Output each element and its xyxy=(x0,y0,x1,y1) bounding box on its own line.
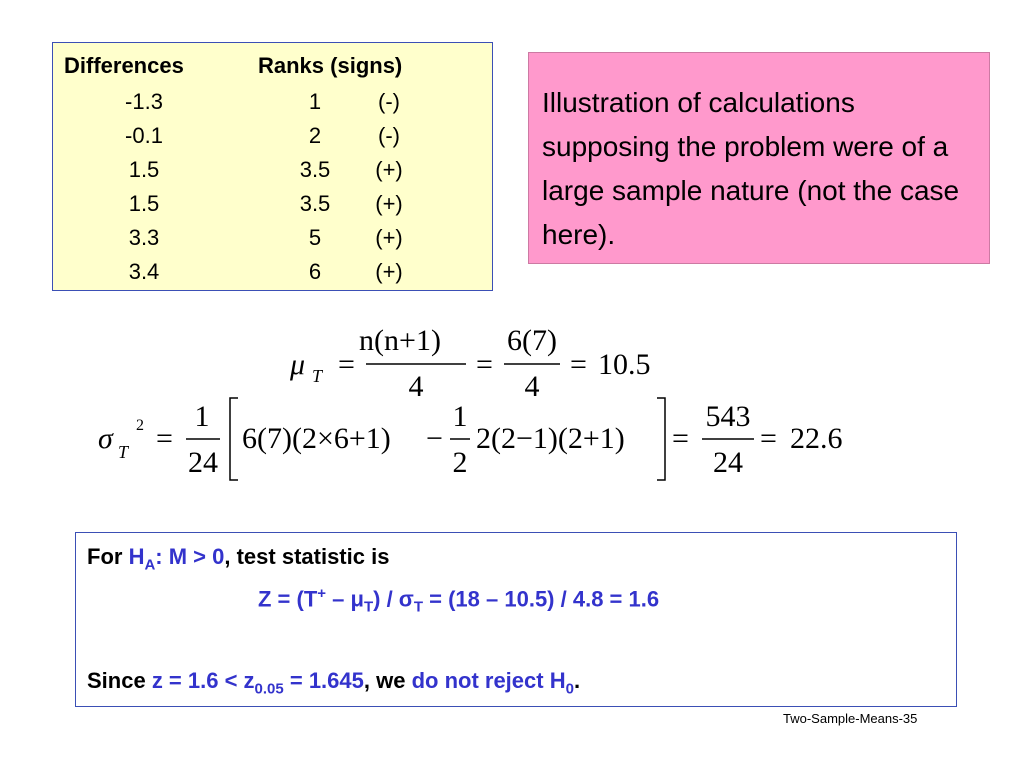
mean-formula xyxy=(280,318,680,402)
second-term: 2(2−1)(2+1) xyxy=(476,422,625,455)
difference-value: -0.1 xyxy=(125,123,163,148)
difference-value: 1.5 xyxy=(128,157,160,182)
fraction-denominator: 2 xyxy=(452,446,468,479)
svg-text:=: = xyxy=(338,348,355,381)
svg-text:=: = xyxy=(672,422,689,455)
fraction-denominator: 24 xyxy=(188,446,218,479)
hypothesis-line xyxy=(87,544,389,573)
fraction-denominator: 4 xyxy=(408,370,424,402)
rank-value: 1 xyxy=(308,89,322,114)
left-bracket xyxy=(230,398,238,480)
rank-value: 5 xyxy=(308,225,322,250)
svg-text:=: = xyxy=(476,348,493,381)
statistic-label: , test statistic is xyxy=(224,544,390,569)
header-ranks: Ranks (signs) xyxy=(258,53,403,78)
alt-hypothesis: $H_A$: M > 0 xyxy=(128,544,225,574)
fraction-denominator: 24 xyxy=(713,446,743,479)
svg-text:=: = xyxy=(760,422,777,455)
sign-value: (+) xyxy=(375,191,403,216)
difference-value: 3.4 xyxy=(128,259,160,284)
right-bracket xyxy=(657,398,665,480)
fraction-numerator: 1 xyxy=(194,400,210,433)
sign-value: (+) xyxy=(375,225,403,250)
z-formula: $Z = (T^+ - \mu_T) / \sigma_T = (18 - 10.5) / 4.8 = 1.6$ xyxy=(258,585,660,616)
minus-sign: − xyxy=(426,422,443,455)
first-term: 6(7)(2×6+1) xyxy=(242,422,391,455)
fraction-denominator: 4 xyxy=(524,370,540,402)
variance-formula xyxy=(90,396,870,488)
rank-value: 3.5 xyxy=(299,191,331,216)
for-label: For xyxy=(87,544,129,569)
rank-value: 2 xyxy=(308,123,322,148)
differences-table xyxy=(52,42,493,291)
do-not-reject: do not reject $H_0$ xyxy=(411,668,574,698)
conclusion-line: Since $z = 1.6 < z_{0.05} = 1.645$, we do not reject $H_0$. xyxy=(87,668,581,698)
test-statistic-box xyxy=(75,532,957,707)
sign-value: (+) xyxy=(375,157,403,182)
mean-result: 10.5 xyxy=(598,348,651,381)
sigma-subscript: T xyxy=(118,442,129,462)
sign-value: (-) xyxy=(378,123,400,148)
rank-value: 6 xyxy=(308,259,322,284)
difference-value: 1.5 xyxy=(128,191,160,216)
fraction-numerator: 543 xyxy=(705,400,751,433)
variance-result: 22.6 xyxy=(790,422,843,455)
sign-value: (+) xyxy=(375,259,403,284)
large-sample-note: Illustration of calculations supposing the problem were of a large sample nature (not the case here). xyxy=(528,52,990,264)
mu-symbol: μ xyxy=(290,348,306,381)
difference-value: 3.3 xyxy=(128,225,160,250)
svg-text:=: = xyxy=(570,348,587,381)
fraction-numerator: 1 xyxy=(452,400,468,433)
fraction-numerator: 6(7) xyxy=(507,324,557,357)
header-differences: Differences xyxy=(64,53,184,78)
svg-text:=: = xyxy=(156,422,173,455)
slide-footer: Two-Sample-Means-35 xyxy=(783,711,918,726)
rank-value: 3.5 xyxy=(299,157,331,182)
difference-value: -1.3 xyxy=(125,89,163,114)
fraction-numerator: n(n+1) xyxy=(359,324,441,357)
mu-subscript: T xyxy=(312,366,323,386)
sign-value: (-) xyxy=(378,89,400,114)
sigma-symbol: σ xyxy=(98,422,113,455)
sigma-superscript: 2 xyxy=(136,417,144,434)
